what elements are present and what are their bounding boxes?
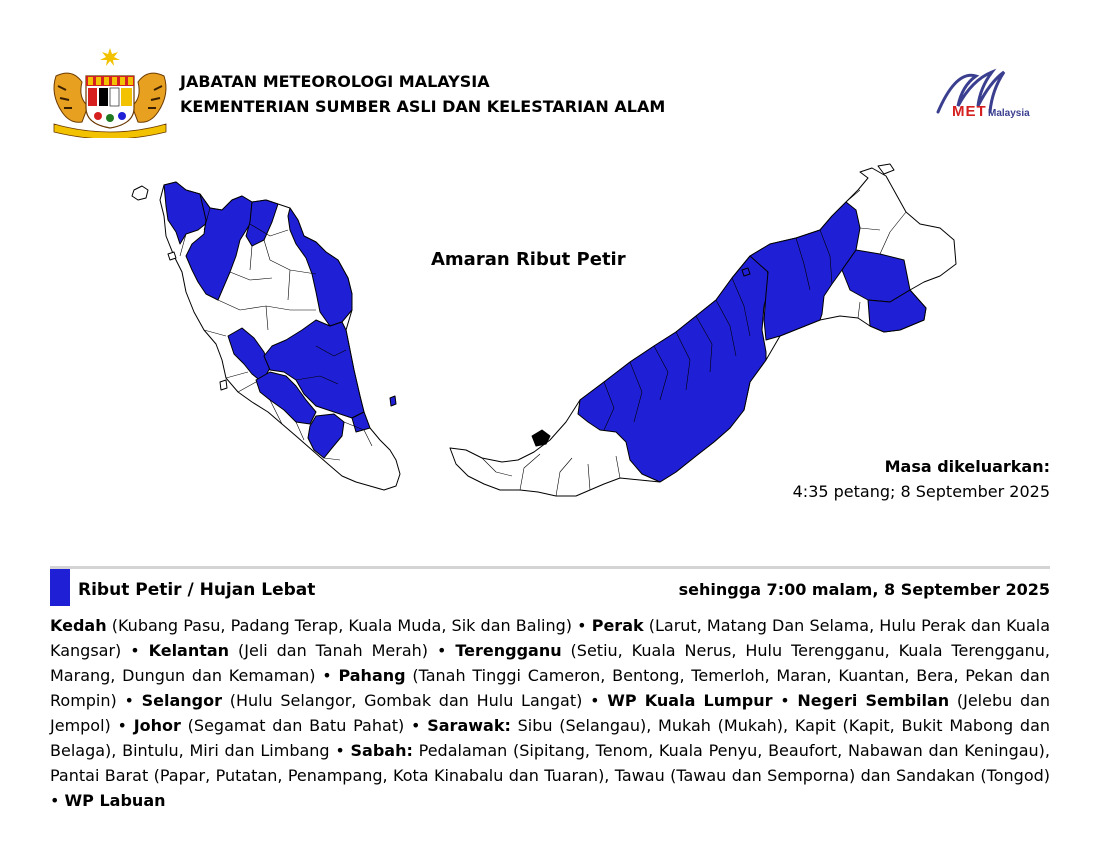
met-malaysia-logo-icon [932, 66, 1052, 124]
east-malaysia [450, 164, 956, 496]
warning-type-title: Ribut Petir / Hujan Lebat [78, 580, 316, 600]
warning-state-areas: (Hulu Selangor, Gombak dan Hulu Langat) [222, 691, 583, 710]
warning-state-name: Perak [591, 616, 644, 635]
issued-time-label: Masa dikeluarkan: [884, 457, 1050, 476]
warning-state-name: Terengganu [455, 641, 562, 660]
warning-state-name: Johor [133, 716, 181, 735]
warning-state-name: Pahang [338, 666, 406, 685]
warning-state-name: Sabah: [350, 741, 413, 760]
agency-name: JABATAN METEOROLOGI MALAYSIA [180, 72, 490, 91]
peninsular-malaysia [132, 182, 400, 490]
warning-state-name: Selangor [141, 691, 222, 710]
warning-state-name: WP Kuala Lumpur [607, 691, 773, 710]
warning-state-name: Sarawak: [427, 716, 511, 735]
warning-state-areas: (Larut, Matang Dan Selama, Hulu Perak dan Kuala Kangsar) [50, 616, 1051, 660]
met-logo-country: Malaysia [988, 108, 1030, 119]
warning-state-areas: (Tanah Tinggi Cameron, Bentong, Temerloh, Maran, Kuantan, Bera, Pekan dan Rompin) [50, 666, 1050, 710]
warning-valid-until: sehingga 7:00 malam, 8 September 2025 [678, 580, 1050, 599]
warning-state-areas: (Segamat dan Batu Pahat) [180, 716, 405, 735]
langkawi-island [132, 186, 148, 200]
warning-areas-text: Kedah (Kubang Pasu, Padang Terap, Kuala Muda, Sik dan Baling) • Perak (Larut, Matang Dan Selama, Hulu Perak dan Kuala Kangsar) • Kelantan (Jeli dan Tanah Merah) • Terengganu (Setiu, Kuala Nerus, Hulu Terengganu, Kuala Terengganu, Marang, Dungun dan Kemaman) • Pahang (Tanah Tinggi Cameron, Bentong, Temerloh, Maran, Kuantan, Bera, Pekan dan Rompin) • Selangor (Hulu Selangor, Gombak dan Hulu Langat) • WP Kuala Lumpur • Negeri Sembilan (Jelebu dan Jempol) • Johor (Segamat dan Batu Pahat) • Sarawak: Sibu (Selangau), Mukah (Mukah), Kapit (Kapit, Bukit Mabong dan Belaga), Bintulu, Miri dan Limbang • Sabah: Pedalaman (Sipitang, Tenom, Kuala Penyu, Beaufort, Nabawan dan Keningau), Pantai Barat (Papar, Putatan, Penampang, Kota Kinabalu dan Tuaran), Tawau (Tawau dan Semporna) dan Sandakan (Tongod) • WP Labuan [50, 616, 1051, 810]
map-title: Amaran Ribut Petir [431, 249, 626, 270]
warning-state-name: Kedah [50, 616, 107, 635]
warning-state-name: Kelantan [148, 641, 230, 660]
penang-island [168, 252, 176, 260]
section-divider [50, 566, 1050, 569]
malaysia-coat-of-arms-icon [48, 46, 172, 138]
warning-map [120, 160, 970, 515]
warning-state-areas: (Setiu, Kuala Nerus, Hulu Terengganu, Kuala Terengganu, Marang, Dungun dan Kemaman) [50, 641, 1051, 685]
labuan-island [742, 268, 750, 276]
warning-state-areas: (Jelebu dan Jempol) [50, 691, 1051, 735]
pangkor-island [220, 380, 227, 390]
warning-state-areas: Sibu (Selangau), Mukah (Mukah), Kapit (Kapit, Bukit Mabong dan Belaga), Bintulu, Miri dan Limbang [50, 716, 1051, 760]
issued-time-value: 4:35 petang; 8 September 2025 [792, 482, 1050, 501]
warning-color-swatch [50, 569, 70, 606]
warning-state-areas: (Jeli dan Tanah Merah) [229, 641, 429, 660]
ministry-name: KEMENTERIAN SUMBER ASLI DAN KELESTARIAN ALAM [180, 97, 666, 116]
met-logo-text: MET [952, 103, 987, 120]
warning-state-areas: (Kubang Pasu, Padang Terap, Kuala Muda, Sik dan Baling) [106, 616, 573, 635]
warning-state-name: WP Labuan [64, 791, 166, 810]
tioman-island [390, 396, 396, 406]
warning-state-areas: Pedalaman (Sipitang, Tenom, Kuala Penyu, Beaufort, Nabawan dan Keningau), Pantai Barat (Papar, Putatan, Penampang, Kota Kinabalu dan Tuaran), Tawau (Tawau dan Semporna) dan Sandakan (Tongod) [50, 741, 1050, 785]
warning-state-name: Negeri Sembilan [797, 691, 950, 710]
